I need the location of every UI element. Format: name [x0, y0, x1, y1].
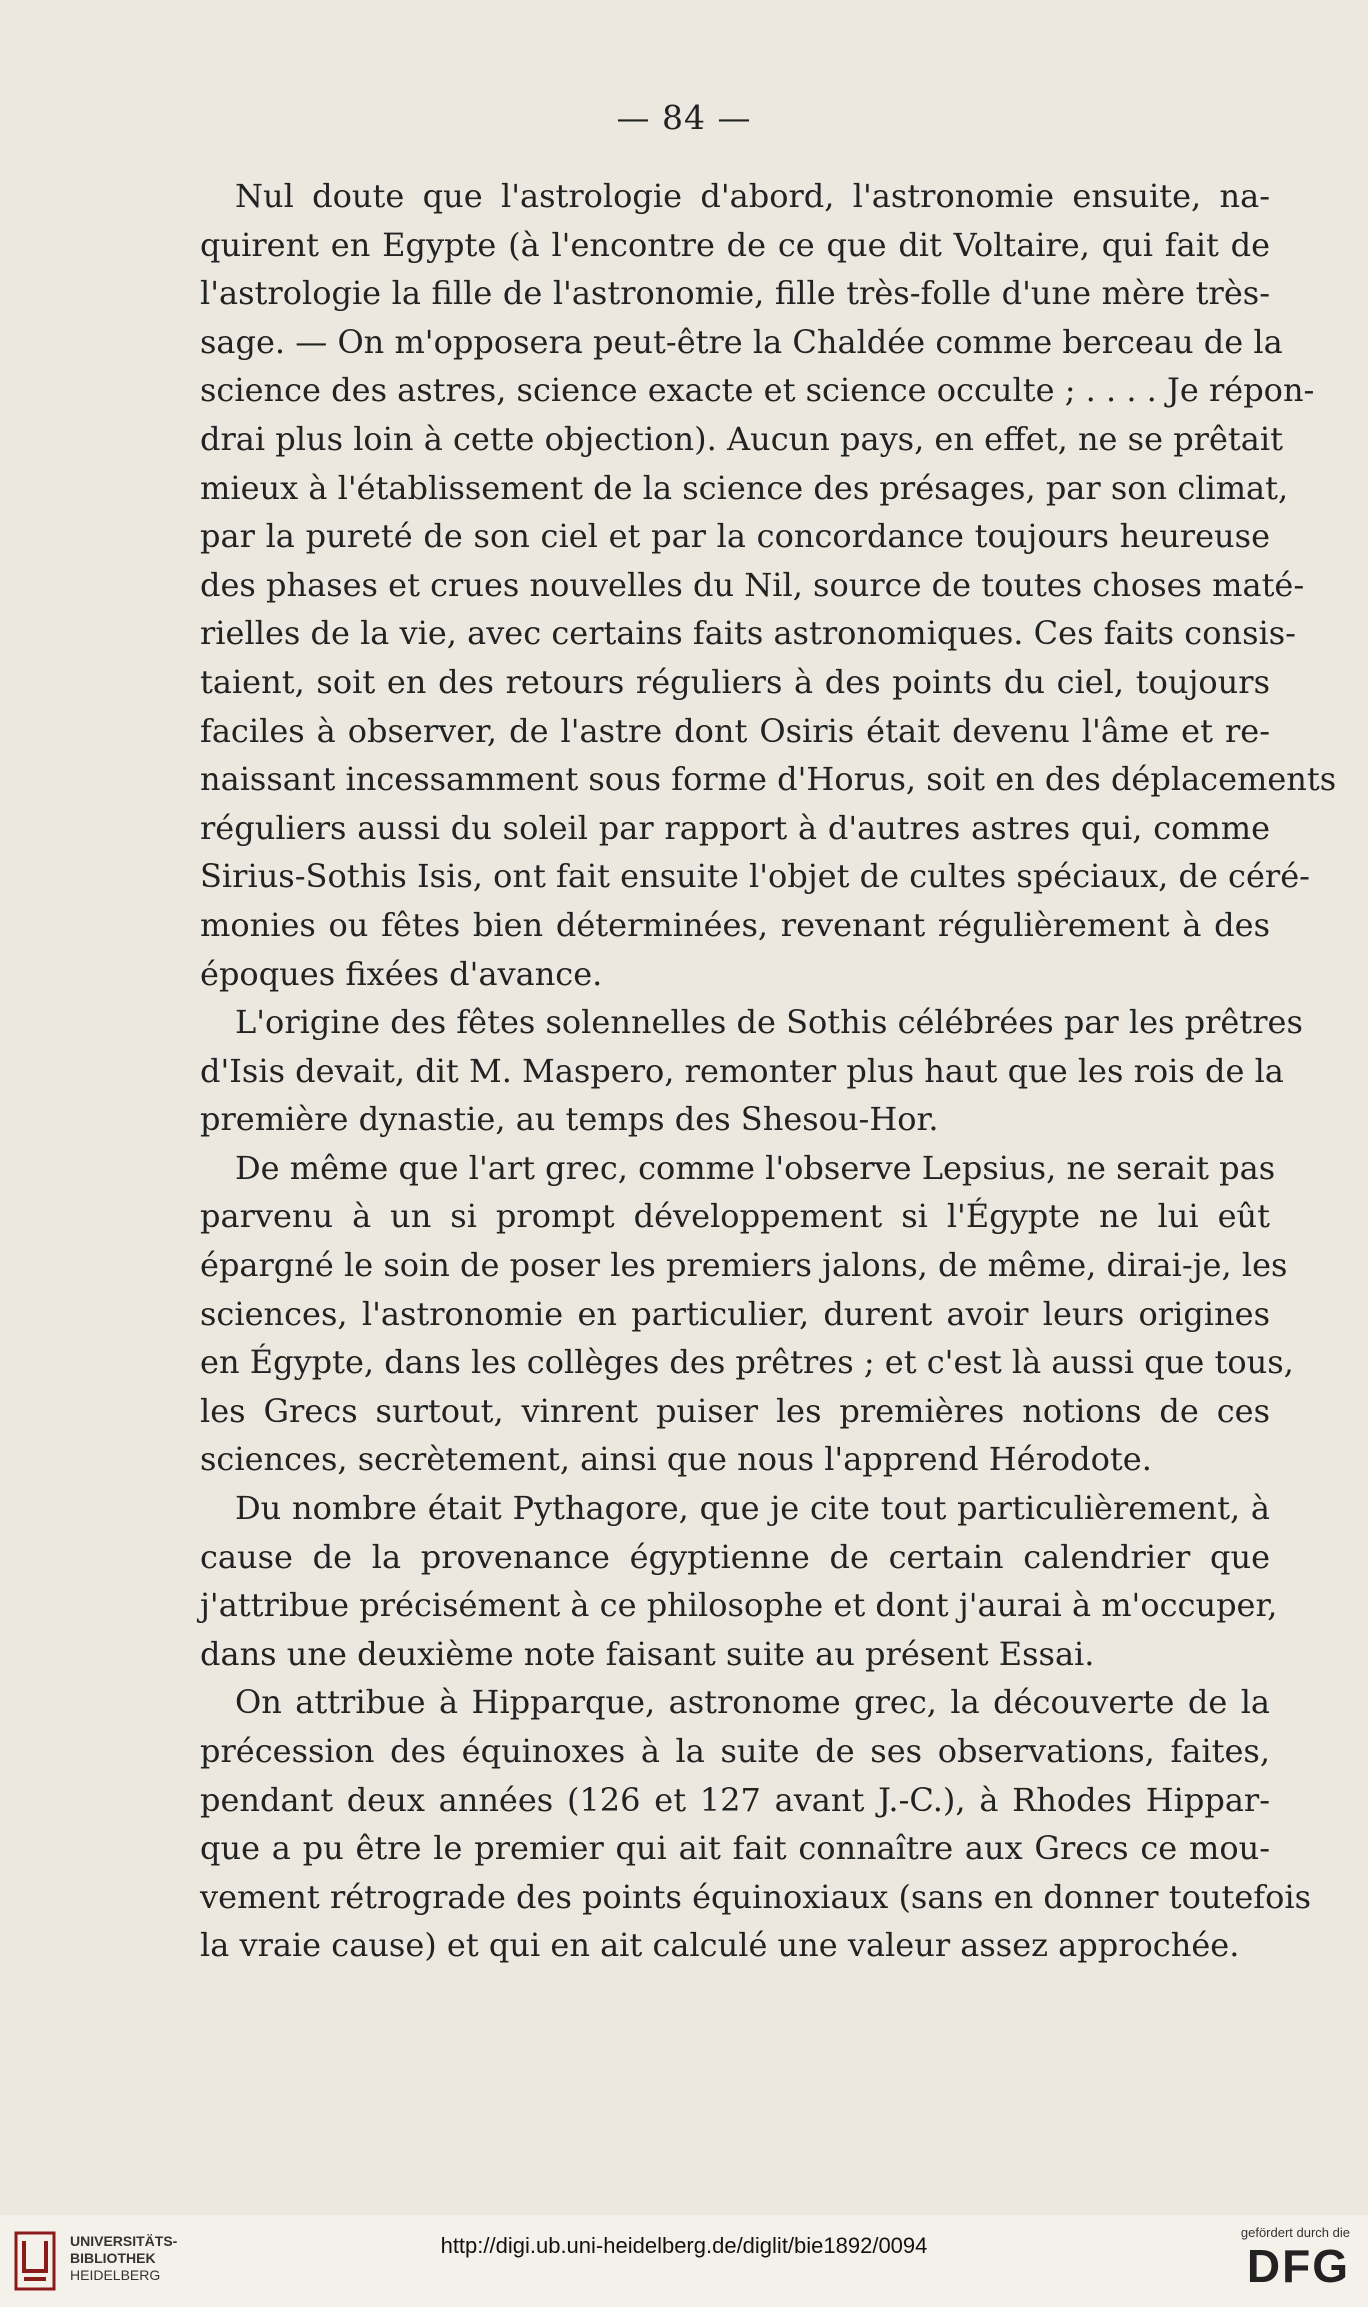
text-line: les Grecs surtout, vinrent puiser les premières notions de ces	[200, 1391, 1270, 1430]
library-line: HEIDELBERG	[70, 2267, 161, 2283]
text-line: vement rétrograde des points équinoxiaux (sans en donner toutefois	[200, 1877, 1312, 1916]
library-line: UNIVERSITÄTS-	[70, 2233, 178, 2249]
text-line: que a pu être le premier qui ait fait connaître aux Grecs ce mou-	[200, 1829, 1270, 1868]
funding-caption: gefördert durch die	[1240, 2225, 1350, 2240]
footer-bar	[0, 2215, 1368, 2307]
text-line: l'astrologie la fille de l'astronomie, fille très-folle d'une mère très-	[200, 274, 1270, 313]
text-line: en Égypte, dans les collèges des prêtres ; et c'est là aussi que tous,	[200, 1343, 1294, 1382]
text-line: On attribue à Hipparque, astronome grec, la découverte de la	[235, 1683, 1270, 1722]
text-line: quirent en Egypte (à l'encontre de ce que dit Voltaire, qui fait de	[200, 225, 1270, 264]
text-line: drai plus loin à cette objection). Aucun pays, en effet, ne se prêtait	[200, 419, 1283, 458]
text-line: taient, soit en des retours réguliers à des points du ciel, toujours	[200, 662, 1270, 701]
text-line: Nul doute que l'astrologie d'abord, l'astronomie ensuite, na-	[235, 177, 1270, 215]
text-line: première dynastie, au temps des Shesou-Hor.	[200, 1100, 939, 1139]
text-line: mieux à l'établissement de la science des présages, par son climat,	[200, 468, 1289, 507]
dfg-logo-text: DFG	[1246, 2240, 1350, 2292]
text-line: sage. — On m'opposera peut-être la Chaldée comme berceau de la	[200, 322, 1283, 361]
text-line: pendant deux années (126 et 127 avant J.-C.), à Rhodes Hippar-	[200, 1780, 1270, 1819]
text-line: cause de la provenance égyptienne de certain calendrier que	[200, 1537, 1270, 1576]
text-line: faciles à observer, de l'astre dont Osiris était devenu l'âme et re-	[200, 711, 1270, 750]
body-text	[200, 172, 1337, 1970]
text-line: rielles de la vie, avec certains faits astronomiques. Ces faits consis-	[200, 614, 1296, 653]
text-line: sciences, secrètement, ainsi que nous l'apprend Hérodote.	[200, 1440, 1152, 1479]
source-url-link[interactable]: http://digi.ub.uni-heidelberg.de/diglit/bie1892/0094	[440, 2233, 928, 2258]
text-line: d'Isis devait, dit M. Maspero, remonter plus haut que les rois de la	[200, 1051, 1284, 1090]
text-line: époques fixées d'avance.	[200, 954, 603, 993]
text-line: épargné le soin de poser les premiers jalons, de même, dirai-je, les	[200, 1246, 1288, 1285]
text-line: dans une deuxième note faisant suite au présent Essai.	[200, 1634, 1095, 1673]
text-line: réguliers aussi du soleil par rapport à d'autres astres qui, comme	[200, 808, 1270, 847]
text-line: précession des équinoxes à la suite de ses observations, faites,	[200, 1732, 1270, 1770]
text-line: L'origine des fêtes solennelles de Sothis célébrées par les prêtres	[235, 1003, 1303, 1042]
library-line: BIBLIOTHEK	[70, 2250, 156, 2266]
text-line: la vraie cause) et qui en ait calculé une valeur assez approchée.	[200, 1926, 1240, 1965]
text-line: Du nombre était Pythagore, que je cite tout particulièrement, à	[235, 1489, 1270, 1528]
funding-logo	[1200, 2225, 1350, 2292]
text-line: parvenu à un si prompt développement si l'Égypte ne lui eût	[200, 1197, 1270, 1236]
text-line: monies ou fêtes bien déterminées, revenant régulièrement à des	[200, 905, 1270, 944]
text-line: sciences, l'astronomie en particulier, durent avoir leurs origines	[200, 1294, 1270, 1333]
text-line: j'attribue précisément à ce philosophe et dont j'aurai à m'occuper,	[200, 1586, 1278, 1625]
text-line: par la pureté de son ciel et par la concordance toujours heureuse	[200, 517, 1270, 556]
text-line: Sirius-Sothis Isis, ont fait ensuite l'objet de cultes spéciaux, de céré-	[200, 857, 1310, 896]
text-line: De même que l'art grec, comme l'observe Lepsius, ne serait pas	[235, 1148, 1276, 1187]
text-line: science des astres, science exacte et science occulte ; . . . . Je répon-	[200, 371, 1315, 410]
page-number: — 84 —	[616, 98, 752, 137]
text-line: des phases et crues nouvelles du Nil, source de toutes choses maté-	[200, 565, 1305, 604]
text-line: naissant incessamment sous forme d'Horus, soit en des déplacements	[200, 760, 1337, 799]
